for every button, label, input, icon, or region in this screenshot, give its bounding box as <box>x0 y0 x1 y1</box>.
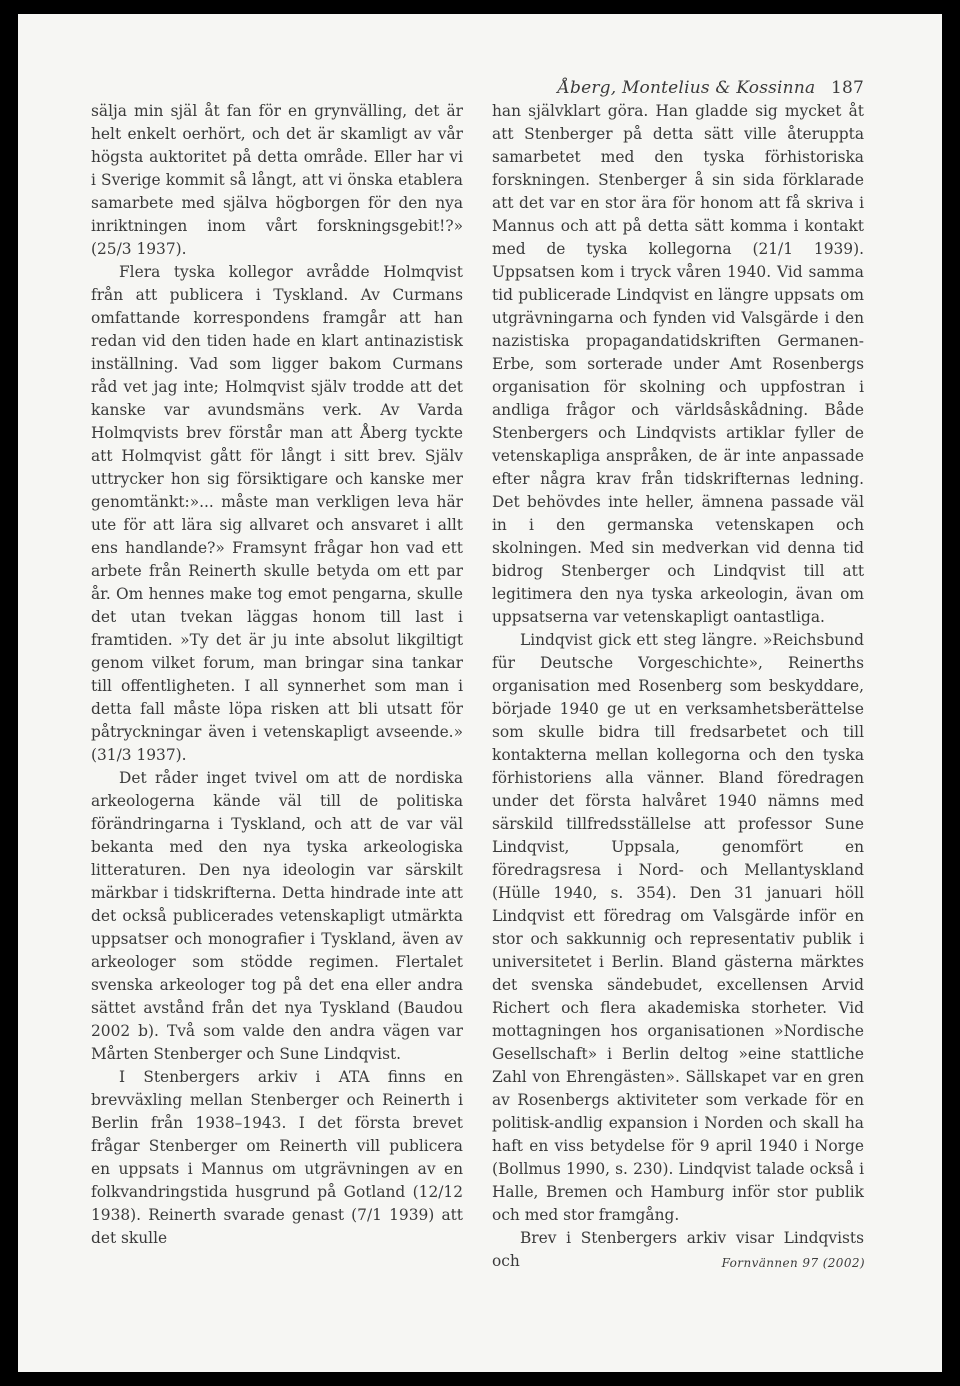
running-header <box>558 78 864 98</box>
running-title: Åberg, Montelius & Kossinna <box>557 78 816 98</box>
journal-footer: Fornvännen 97 (2002) <box>721 1256 865 1270</box>
left-column <box>91 100 463 1250</box>
page-number: 187 <box>830 78 864 98</box>
paragraph: Det råder inget tvivel om att de nordiska arkeologerna kände väl till de politiska förändringarna i Tyskland, och att de var väl bekanta med den nya tyska arkeologiska litteraturen. Den nya ideologin var särskilt märkbar i tidskrifterna. Detta hindrade inte att det också publicerades vetenskapligt utmärkta uppsatser och monografier i Tyskland, även av arkeologer som stödde regimen. Flertalet svenska arkeologer tog på det ena eller andra sättet avstånd från det nya Tyskland (Baudou 2002 b). Två som valde den andra vägen var Mårten Stenberger och Sune Lindqvist. <box>91 769 463 1063</box>
paragraph: Brev i Stenbergers arkiv visar Lindqvists och <box>492 1229 864 1270</box>
paragraph: sälja min själ åt fan för en grynvälling, det är helt enkelt oerhört, och det är skamligt av vår högsta auktoritet på detta område. Eller har vi i Sverige kommit så långt, att vi önska etablera samarbete med själva högborgen för den nya inriktningen inom vårt forskningsgebit!?» (25/3 1937). <box>91 102 463 258</box>
book-page <box>18 14 942 1372</box>
right-column <box>492 100 864 1273</box>
paragraph: Flera tyska kollegor avrådde Holmqvist från att publicera i Tyskland. Av Curmans omfattande korrespondens framgår att han redan vid den tiden hade en klart antinazistisk inställning. Vad som ligger bakom Curmans råd vet jag inte; Holmqvist själv trodde att det kanske var avundsmäns verk. Av Varda Holmqvists brev förstår man att Åberg tyckte att Holmqvist gått för långt i sitt brev. Själv uttrycker hon sig försiktigare och kanske mer genomtänkt:»... måste man verkligen leva här ute för att lära sig allvaret och ansvaret i allt ens handlande?» Framsynt frågar hon vad ett arbete från Reinerth skulle betyda om ett par år. Om hennes make tog emot pengarna, skulle det utan tvekan läggas honom till last i framtiden. »Ty det är ju inte absolut likgiltigt genom vilket forum, man bringar sina tankar till offentligheten. I all synnerhet som man i detta fall måste löpa risken att bli utsatt för påtryckningar även i vetenskapligt avseende.» (31/3 1937). <box>91 263 463 764</box>
paragraph: Lindqvist gick ett steg längre. »Reichsbund für Deutsche Vorgeschichte», Reinerths organisation med Rosenberg som beskyddare, började 1940 ge ut en verksamhetsberättelse som skulle bidra till fredsarbetet och till kontakterna mellan kollegorna och den tyska förhistoriens alla vänner. Bland föredragen under det första halvåret 1940 nämns med särskild tillfredsställelse att professor Sune Lindqvist, Uppsala, genomfört en föredragsresa i Nord- och Mellantyskland (Hülle 1940, s. 354). Den 31 januari höll Lindqvist ett föredrag om Valsgärde inför en stor och sakkunnig och representativ publik i universitetet i Berlin. Bland gästerna märktes det svenska sändebudet, excellensen Arvid Richert och flera akademiska storheter. Vid mottagningen hos organisationen »Nordische Gesellschaft» i Berlin deltog »eine stattliche Zahl von Ehrengästen». Sällskapet var en gren av Rosenbergs aktiviteter som verkade för en politisk-andlig expansion i Norden och skall ha haft en viss betydelse för 9 april 1940 i Norge (Bollmus 1990, s. 230). Lindqvist talade också i Halle, Bremen och Hamburg inför stor publik och med stor framgång. <box>492 631 864 1224</box>
paragraph: I Stenbergers arkiv i ATA finns en brevväxling mellan Stenberger och Reinerth i Berlin från 1938–1943. I det första brevet frågar Stenberger om Reinerth vill publicera en uppsats i Mannus om utgrävningen av en folkvandringstida husgrund på Gotland (12/12 1938). Reinerth svarade genast (7/1 1939) att det skulle <box>91 1068 463 1247</box>
paragraph: han självklart göra. Han gladde sig mycket åt att Stenberger på detta sätt ville återuppta samarbetet med den tyska förhistoriska forskningen. Stenberger å sin sida förklarade att det var en stor ära för honom att få skriva i Mannus och att på detta sätt komma i kontakt med de tyska kollegorna (21/1 1939). Uppsatsen kom i tryck våren 1940. Vid samma tid publicerade Lindqvist en längre uppsats om utgrävningarna och fynden vid Valsgärde i den nazistiska propagandatidskriften Germanen-Erbe, som sorterade under Amt Rosenbergs organisation för skolning och uppfostran i andliga frågor och världsåskådning. Både Stenbergers och Lindqvists artiklar fyller de vetenskapliga anspråken, de är inte anpassade efter några krav från tidskrifternas ledning. Det behövdes inte heller, ämnena passade väl in i den germanska vetenskapen och skolningen. Med sin medverkan vid denna tid bidrog Stenberger och Lindqvist till att legitimera den nya tyska arkeologin, ävan om uppsatserna var vetenskapligt oantastliga. <box>492 102 864 626</box>
